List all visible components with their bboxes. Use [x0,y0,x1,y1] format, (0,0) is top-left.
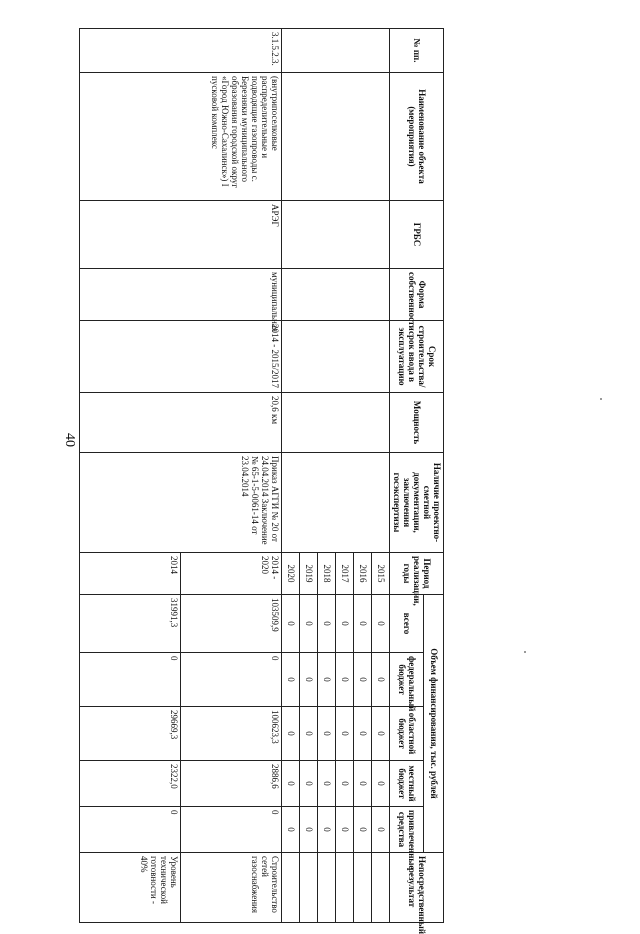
cell-local: 0 [371,761,389,807]
cell-period: 2020 [281,553,299,595]
cell-period: 2014 - 2020 [180,553,281,595]
cell-regional: 100623,3 [180,707,281,761]
cell-result: Строительство сетей газоснабжения [180,853,281,923]
cell-construction-term [281,321,389,393]
cell-result [317,853,335,923]
cell-federal: 0 [79,653,180,707]
cell-local: 0 [299,761,317,807]
cell-local: 0 [317,761,335,807]
header-financing: Объем финансирования, тыс. рублей [423,595,443,853]
rotated-table-container [90,28,444,934]
cell-attracted: 0 [371,807,389,853]
cell-grbs [281,201,389,269]
cell-result [299,853,317,923]
header-grbs: ГРБС [389,201,443,269]
cell-federal: 0 [180,653,281,707]
cell-total: 31991,3 [79,595,180,653]
header-ownership: Форма собственности [389,269,443,321]
header-construction-term: Срок строительства/срок ввода в эксплуатацию [389,321,443,393]
cell-grbs: АРЭГ [79,201,281,269]
header-total: всего [389,595,423,653]
header-federal: федеральный бюджет [389,653,423,707]
cell-result: Уровень технической готовности - 40% [79,853,180,923]
cell-regional: 29669,3 [79,707,180,761]
cell-federal: 0 [353,653,371,707]
scan-speck [600,398,602,400]
cell-federal: 0 [281,653,299,707]
cell-attracted: 0 [281,807,299,853]
cell-design-docs: Приказ АГГИ № 20 от 24.04.2014 Заключение № 65-1-5-0061-14 от 23.04.2014 [79,453,281,553]
header-no: № пп. [389,29,443,73]
cell-result [335,853,353,923]
cell-attracted: 0 [79,807,180,853]
cell-local: 2322,0 [79,761,180,807]
cell-attracted: 0 [335,807,353,853]
header-local: местный бюджет [389,761,423,807]
cell-regional: 0 [335,707,353,761]
cell-result [371,853,389,923]
header-attracted: привлеченные средства [389,807,423,853]
cell-ownership [281,269,389,321]
cell-design-docs [281,453,389,553]
cell-period: 2017 [335,553,353,595]
cell-attracted: 0 [180,807,281,853]
cell-regional: 0 [299,707,317,761]
cell-total: 0 [299,595,317,653]
cell-total: 103509,9 [180,595,281,653]
cell-local: 0 [335,761,353,807]
table-row [371,29,389,923]
cell-capacity [281,393,389,453]
cell-regional: 0 [353,707,371,761]
cell-no [281,29,389,73]
header-capacity: Мощность [389,393,443,453]
header-result: Непосредственный результат [389,853,443,923]
cell-name [281,73,389,201]
cell-regional: 0 [317,707,335,761]
header-name: Наименование объекта (мероприятия) [389,73,443,201]
cell-total: 0 [281,595,299,653]
cell-attracted: 0 [353,807,371,853]
cell-period: 2018 [317,553,335,595]
cell-local: 2886,6 [180,761,281,807]
cell-total: 0 [335,595,353,653]
cell-result [281,853,299,923]
header-design-docs: Наличие проектно-сметной документации, заключения госэкспертизы [389,453,443,553]
cell-attracted: 0 [299,807,317,853]
cell-capacity: 20,6 км [79,393,281,453]
cell-local: 0 [353,761,371,807]
cell-total: 0 [371,595,389,653]
page-number: 40 [62,433,77,447]
cell-total: 0 [353,595,371,653]
cell-federal: 0 [299,653,317,707]
cell-period: 2016 [353,553,371,595]
cell-regional: 0 [371,707,389,761]
cell-federal: 0 [371,653,389,707]
cell-result [353,853,371,923]
scan-speck [524,651,526,653]
cell-total: 0 [317,595,335,653]
cell-local: 0 [281,761,299,807]
cell-federal: 0 [317,653,335,707]
cell-period: 2014 [79,553,180,595]
header-period: Период реализации, годы [389,553,443,595]
cell-period: 2015 [371,553,389,595]
header-regional: областной бюджет [389,707,423,761]
table-row [180,29,281,923]
cell-regional: 0 [281,707,299,761]
cell-period: 2019 [299,553,317,595]
financing-table [79,28,444,934]
cell-no: 3.1.5.2.3. [79,29,281,73]
cell-name: (внутрипоселковые распределительные и подводящие газопроводы с. Березняки муниципального образования городской округ «Город Южно-Сахалинск») I пусковой комплекс [79,73,281,201]
cell-ownership: муниципальная [79,269,281,321]
header-row-1 [423,29,443,923]
cell-construction-term: 2014 - 2015/2017 [79,321,281,393]
cell-federal: 0 [335,653,353,707]
cell-attracted: 0 [317,807,335,853]
